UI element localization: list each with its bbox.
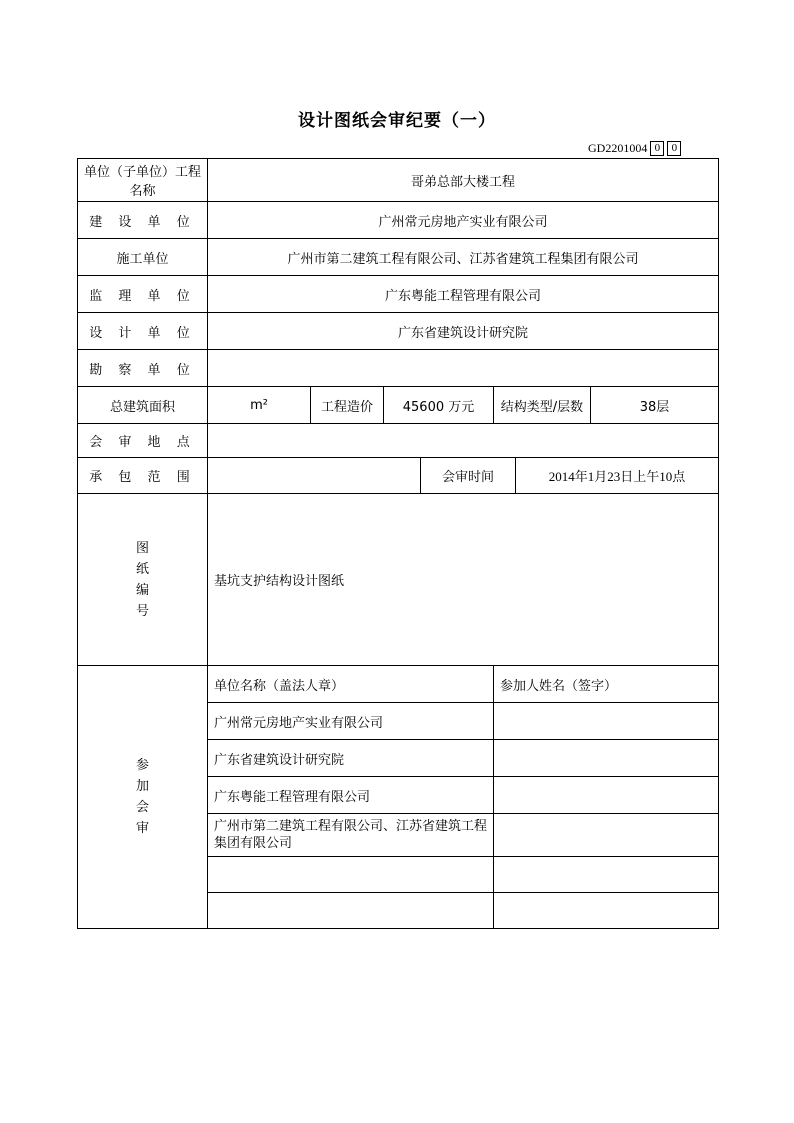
row-drawing-no — [78, 494, 719, 666]
participant-signature[interactable] — [494, 703, 719, 740]
row-area — [78, 387, 719, 424]
contractor-label: 施工单位 — [78, 239, 208, 276]
project-name-label: 单位（子单位）工程名称 — [78, 159, 208, 202]
drawing-no-label-char: 纸 — [135, 561, 149, 577]
code-prefix: GD2201004 — [588, 141, 648, 155]
drawing-no-label-char: 图 — [135, 540, 149, 556]
participant-unit[interactable]: 广州常元房地产实业有限公司 — [208, 703, 494, 740]
document-code — [588, 141, 681, 156]
row-location — [78, 424, 719, 458]
participants-header-row — [78, 666, 719, 703]
participant-signature[interactable] — [494, 814, 719, 857]
location-label: 会 审 地 点 — [78, 424, 208, 458]
participant-signature[interactable] — [494, 740, 719, 777]
participants-label-char: 审 — [135, 821, 149, 836]
code-box-1[interactable]: 0 — [650, 141, 664, 156]
participant-unit[interactable]: 广东粤能工程管理有限公司 — [208, 777, 494, 814]
drawing-no-label-char: 号 — [135, 603, 149, 619]
builder-label: 建 设 单 位 — [78, 202, 208, 239]
row-designer — [78, 313, 719, 350]
project-name-value[interactable]: 哥弟总部大楼工程 — [208, 159, 719, 202]
location-value[interactable] — [208, 424, 719, 458]
designer-value[interactable]: 广东省建筑设计研究院 — [208, 313, 719, 350]
cost-label: 工程造价 — [311, 387, 384, 424]
scope-value[interactable] — [208, 458, 421, 494]
row-project-name — [78, 159, 719, 202]
area-label: 总建筑面积 — [78, 387, 208, 424]
cost-value[interactable]: 45600 万元 — [384, 387, 494, 424]
surveyor-label: 勘 察 单 位 — [78, 350, 208, 387]
supervisor-value[interactable]: 广东粤能工程管理有限公司 — [208, 276, 719, 313]
participant-unit[interactable]: 广州市第二建筑工程有限公司、江苏省建筑工程集团有限公司 — [208, 814, 494, 857]
area-value[interactable]: m² — [208, 387, 311, 424]
row-scope — [78, 458, 719, 494]
participant-unit-header: 单位名称（盖法人章） — [208, 666, 494, 703]
row-builder — [78, 202, 719, 239]
supervisor-label: 监 理 单 位 — [78, 276, 208, 313]
surveyor-value[interactable] — [208, 350, 719, 387]
drawing-no-label — [78, 494, 208, 666]
drawing-no-value[interactable]: 基坑支护结构设计图纸 — [208, 494, 719, 666]
document-title: 设计图纸会审纪要（一） — [298, 111, 496, 131]
row-surveyor — [78, 350, 719, 387]
designer-label: 设 计 单 位 — [78, 313, 208, 350]
row-contractor — [78, 239, 719, 276]
participants-label — [78, 666, 208, 929]
builder-value[interactable]: 广州常元房地产实业有限公司 — [208, 202, 719, 239]
code-box-2[interactable]: 0 — [667, 141, 681, 156]
participant-name-header: 参加人姓名（签字） — [494, 666, 719, 703]
participants-label-char: 参 — [135, 758, 149, 773]
scope-label: 承 包 范 围 — [78, 458, 208, 494]
participants-label-char: 会 — [135, 800, 149, 815]
participant-unit[interactable] — [208, 857, 494, 893]
row-supervisor — [78, 276, 719, 313]
structure-value[interactable]: 38层 — [591, 387, 719, 424]
participant-signature[interactable] — [494, 857, 719, 893]
review-time-value[interactable]: 2014年1月23日上午10点 — [516, 458, 719, 494]
review-form-table — [77, 158, 719, 929]
participant-unit[interactable]: 广东省建筑设计研究院 — [208, 740, 494, 777]
participant-unit[interactable] — [208, 893, 494, 929]
contractor-value[interactable]: 广州市第二建筑工程有限公司、江苏省建筑工程集团有限公司 — [208, 239, 719, 276]
review-time-label: 会审时间 — [421, 458, 516, 494]
drawing-no-label-char: 编 — [135, 582, 149, 598]
participants-label-char: 加 — [135, 779, 149, 794]
participant-signature[interactable] — [494, 777, 719, 814]
structure-label: 结构类型/层数 — [494, 387, 591, 424]
participant-signature[interactable] — [494, 893, 719, 929]
